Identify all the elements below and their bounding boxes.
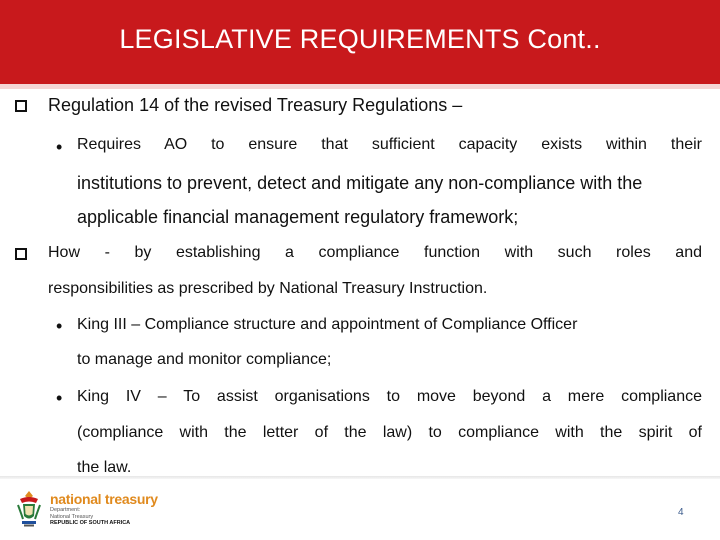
item2-bullet-b-line-3: the law. [77,459,132,476]
checkbox-bullet-icon [15,248,27,260]
dept-line-2: National Treasury [50,513,94,520]
item1-text: Regulation 14 of the revised Treasury Regulations – [48,95,463,115]
item2-bullet-b-line-1: King IV – To assist organisations to move beyond a mere compliance [77,388,702,405]
national-treasury-logo [14,487,158,531]
footer-divider [0,476,720,479]
item2-line-2: responsibilities as prescribed by National Treasury Instruction. [48,280,488,297]
item1-sub-line-3: applicable financial management regulatory framework; [77,207,519,227]
item2-bullet-b-line-2: (compliance with the letter of the law) to compliance with the spirit of [77,424,702,441]
title-underline [0,84,720,89]
checkbox-bullet-icon [15,100,27,112]
country-name: REPUBLIC OF SOUTH AFRICA [50,520,131,526]
item2-bullet-a-line-2: to manage and monitor compliance; [77,351,332,368]
coat-of-arms-icon [14,489,44,529]
item1-sub-line-2: institutions to prevent, detect and mitigate any non-compliance with the [77,173,643,193]
bullet-icon: • [56,316,63,336]
page-number: 4 [678,507,684,518]
item2-line-1: How - by establishing a compliance function with such roles and [48,244,702,261]
bullet-icon: • [56,388,63,408]
slide-title: LEGISLATIVE REQUIREMENTS Cont.. [119,23,601,54]
bullet-icon: • [56,137,63,157]
item1-sub-line-1: Requires AO to ensure that sufficient capacity exists within their [77,136,702,153]
title-bar [0,0,720,84]
item2-bullet-a-line-1: King III – Compliance structure and appointment of Compliance Officer [77,316,578,333]
brand-name: national treasury [50,491,158,507]
dept-line-1: Department: [50,507,81,513]
